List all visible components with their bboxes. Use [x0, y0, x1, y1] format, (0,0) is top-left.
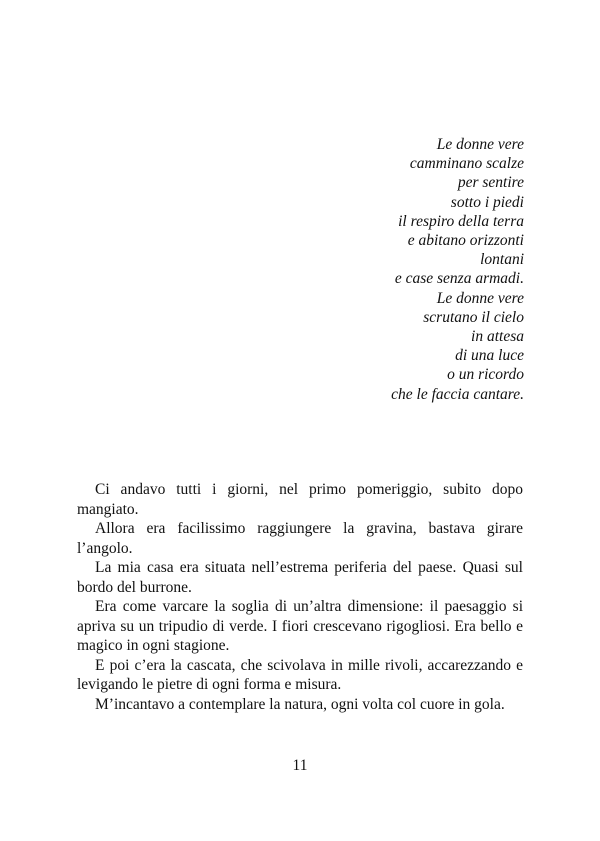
paragraph: Allora era facilissimo raggiungere la gravina, bastava girare l’angolo.: [77, 520, 523, 557]
poem-line: sotto i piedi: [450, 193, 524, 211]
epigraph-poem: [164, 135, 524, 404]
poem-line: e abitano orizzonti: [407, 232, 524, 250]
page-number: 11: [292, 757, 308, 774]
poem-line: o un ricordo: [447, 366, 524, 384]
poem-line: scrutano il cielo: [423, 308, 524, 326]
body-text: [77, 480, 523, 714]
paragraph: La mia casa era situata nell’estrema periferia del paese. Quasi sul bordo del burrone.: [77, 559, 523, 596]
paragraph: Ci andavo tutti i giorni, nel primo pomeriggio, subito dopo mangiato.: [77, 481, 523, 518]
poem-line: di una luce: [455, 347, 524, 365]
paragraph: E poi c’era la cascata, che scivolava in mille rivoli, accarezzando e levigando le pietre di ogni forma e misura.: [77, 656, 523, 693]
poem-line: camminano scalze: [409, 155, 524, 173]
poem-line: lontani: [480, 251, 524, 269]
poem-line: Le donne vere: [436, 136, 524, 153]
poem-line: in attesa: [471, 328, 524, 346]
poem-line: che le faccia cantare.: [391, 385, 524, 403]
poem-line: il respiro della terra: [398, 212, 524, 230]
paragraph: M’incantavo a contemplare la natura, ogni volta col cuore in gola.: [95, 695, 505, 713]
poem-line: per sentire: [457, 174, 524, 192]
poem-line: e case senza armadi.: [394, 270, 524, 288]
poem-line: Le donne vere: [436, 289, 524, 307]
paragraph: Era come varcare la soglia di un’altra dimensione: il paesaggio si apriva su un tripudio di verde. I fiori crescevano rigogliosi. Era bello e magico in ogni stagione.: [77, 598, 523, 654]
